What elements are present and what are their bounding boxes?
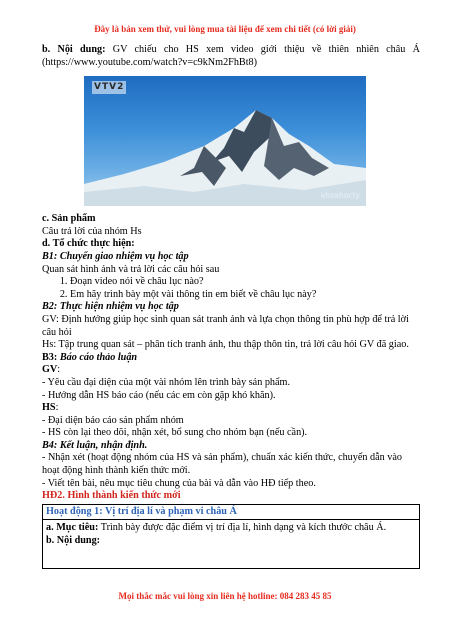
list-item: 1. Đoạn video nói về châu lục nào? [70, 276, 420, 289]
b3-heading-rest: Báo cáo thảo luận [59, 351, 138, 363]
section-b-label: b. Nội dung: [42, 44, 106, 55]
b4-line: - Viết tên bài, nêu mục tiêu chung của bài và dẫn vào HĐ tiếp theo. [42, 477, 316, 489]
b4-line: - Nhận xét (hoạt động nhóm của HS và sản phẩm), chuẩn xác kiến thức, chuyển dẫn vào hoạt động hình thành kiến thức mới. [42, 452, 402, 477]
activity-goal [46, 522, 416, 535]
b1-text: Quan sát hình ảnh và trả lời các câu hỏi sau [42, 263, 220, 275]
b3-hs-line: - HS còn lại theo dõi, nhận xét, bổ sung cho nhóm bạn (nếu cần). [42, 427, 308, 439]
section-b-paragraph [42, 44, 420, 69]
khoahoctv-watermark: khoahocty [320, 190, 360, 200]
section-d-label: d. Tổ chức thực hiện: [42, 238, 135, 250]
section-c-text: Câu trả lời của nhóm Hs [42, 225, 142, 237]
b3-hs-colon: : [55, 402, 59, 414]
mountain-video-thumbnail[interactable] [84, 76, 366, 206]
activity-table [42, 504, 420, 569]
activity-goal-text: Trình bày được đặc điểm vị trí địa lí, hình dạng và kích thước châu Á. [100, 522, 387, 534]
b1-question-list [42, 276, 420, 301]
activity-content-label: b. Nội dung: [46, 535, 101, 547]
activity-goal-label: a. Mục tiêu: [46, 522, 99, 534]
section-c-label: c. Sản phẩm [42, 213, 96, 225]
b4-heading: B4: Kết luận, nhận định. [42, 439, 148, 451]
b2-gv-text: GV: Định hướng giúp học sinh quan sát tranh ảnh và lựa chọn thông tin phù hợp để trả lời câu hỏi [42, 313, 409, 338]
activity-body-row [43, 520, 419, 567]
b3-gv-line: - Hướng dẫn HS báo cáo (nếu các em còn gặp khó khăn). [42, 389, 276, 401]
b3-hs-label-line [42, 402, 420, 415]
b3-heading [42, 352, 420, 365]
b3-hs-label: HS [42, 402, 56, 414]
b3-hs-line: - Đại diện báo cáo sản phẩm nhóm [42, 414, 184, 426]
list-item: 2. Em hãy trình bày một vài thông tin em biết về châu lục này? [70, 289, 420, 302]
b3-heading-prefix: B3: [42, 351, 58, 363]
section-b-text: GV chiếu cho HS xem video giới thiệu về thiên nhiên châu Á (https://www.youtube.com/watch?v=c9kNm2FhBt8) [42, 44, 421, 68]
document-body [42, 44, 420, 569]
activity-title: Hoạt động 1: Vị trí địa lí và phạm vi châu Á [46, 505, 237, 517]
b3-gv-line: - Yêu cầu đại diện của một vài nhóm lên trình bày sản phẩm. [42, 376, 291, 388]
preview-notice-banner: Đây là bản xem thử, vui lòng mua tài liệu để xem chi tiết (có lời giải) [94, 24, 356, 34]
b1-heading: B1: Chuyển giao nhiệm vụ học tập [42, 250, 189, 262]
activity-title-row [43, 505, 419, 521]
b3-gv-label: GV [42, 364, 58, 376]
b3-gv-colon: : [57, 364, 61, 376]
hotline-footer-banner: Mọi thắc mắc vui lòng xin liên hệ hotline: 084 283 45 85 [118, 591, 332, 601]
b2-heading: B2: Thực hiện nhiệm vụ học tập [42, 301, 179, 313]
b2-hs-text: Hs: Tập trung quan sát – phân tích tranh ảnh, thu thập thôn tin, trả lời câu hỏi GV đã giao. [42, 339, 409, 351]
hd2-title: HĐ2. Hình thành kiến thức mới [42, 490, 181, 502]
b3-gv-label-line [42, 364, 420, 377]
vtv2-logo: VTV2 [94, 82, 125, 93]
mountain-image [84, 76, 366, 206]
